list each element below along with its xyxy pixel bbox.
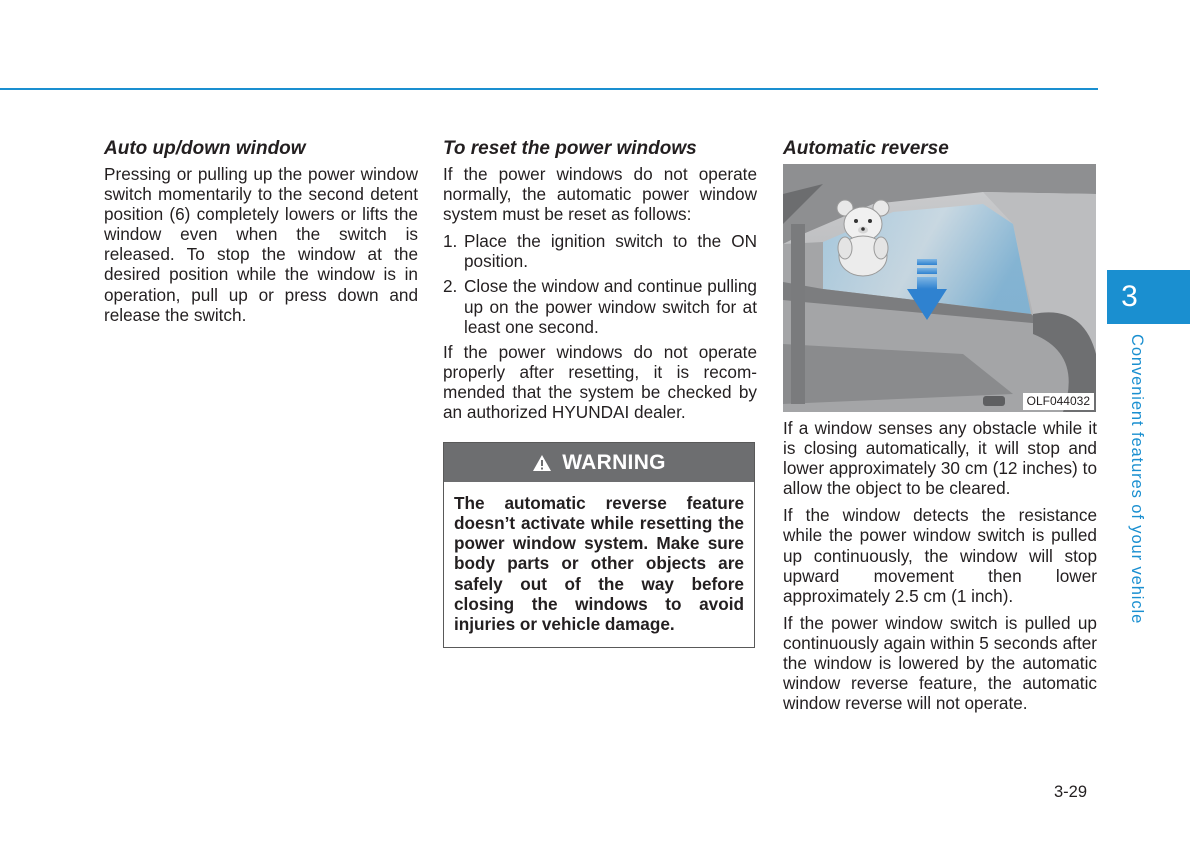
- column-auto-window: [104, 137, 418, 332]
- header-rule: [0, 88, 1098, 90]
- automatic-reverse-text: [783, 418, 1097, 713]
- car-window-illustration: [783, 164, 1096, 412]
- reset-intro: If the power windows do not operate normally, the automatic power window system must be reset as follows:: [443, 164, 757, 225]
- image-code-label: OLF044032: [1023, 393, 1094, 410]
- heading-automatic-reverse: Automatic reverse: [783, 138, 949, 159]
- reset-step-1: [443, 231, 757, 271]
- car-interior-drawing: [783, 164, 1096, 412]
- chapter-tab: [1107, 270, 1190, 324]
- column-reverse: [783, 137, 1097, 713]
- step-text: Place the ignition switch to the ON position.: [464, 231, 757, 272]
- heading-auto-window: Auto up/down window: [104, 138, 306, 159]
- warning-header: [444, 443, 754, 482]
- warning-box: [443, 442, 755, 648]
- reset-step-2: [443, 276, 757, 336]
- page-number: 3-29: [1054, 783, 1088, 801]
- warning-triangle-icon: [532, 454, 552, 472]
- reverse-paragraph-1: If a window senses any obstacle while it is closing automatically, it will stop and lower approximately 30 cm (12 inches) to allow the object to be cleared.: [783, 418, 1097, 499]
- warning-text: The automatic reverse feature doesn’t activate while resetting the power window system. Make sure body parts or other objects are safely out of the way before closing the windows to avoid injuries or vehicle damage.: [454, 493, 744, 634]
- teddy-bear-icon: [837, 200, 889, 276]
- auto-window-paragraph: Pressing or pulling up the power window switch momentarily to the second detent position (6) completely lowers or lifts the window even when the switch is released. To stop the window at the desired position while the window is in operation, pull up or press down and release the switch.: [104, 164, 418, 325]
- step-number: 2.: [443, 276, 458, 297]
- chapter-title: Convenient features of your vehicle: [1128, 334, 1146, 625]
- step-number: 1.: [443, 231, 458, 252]
- chapter-number: 3: [1121, 280, 1138, 313]
- reset-outro: If the power windows do not operate properly after resetting, it is recommended that the system be checked by an authorized HYUNDAI dealer.: [443, 341, 757, 423]
- heading-reset: To reset the power windows: [443, 138, 697, 159]
- warning-title: WARNING: [562, 450, 666, 474]
- column-reset: [443, 137, 757, 648]
- reverse-paragraph-2: If the window detects the resistance while the power window switch is pulled up continuously, the window will stop upward movement then lower approximately 2.5 cm (1 inch).: [783, 505, 1097, 606]
- reverse-paragraph-3: If the power window switch is pulled up continuously again within 5 seconds after the window is lowered by the automatic window reverse feature, the automatic window reverse will not operate.: [783, 612, 1097, 714]
- step-text: Close the window and continue pulling up on the power window switch for at least one second.: [464, 276, 757, 337]
